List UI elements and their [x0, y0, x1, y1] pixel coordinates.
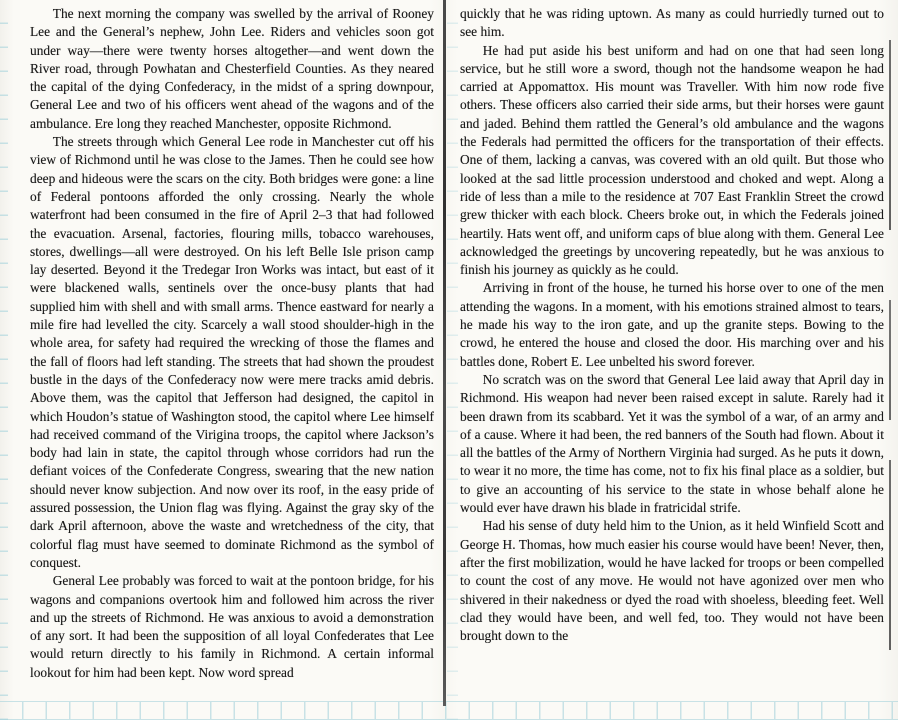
column-divider-line: [443, 0, 446, 706]
paragraph: General Lee probably was forced to wait at the pontoon bridge, for his wagons and companions overtook him and followed him across the river and up the streets of Richmond. He was anxious to avoid a demonstration of any sort. It had been the supposition of all loyal Confederates that Lee would return directly to his family in Richmond. A certain informal lookout for him had been kept. Now word spread: [30, 573, 434, 680]
paragraph: quickly that he was riding uptown. As many as could hurriedly turned out to see him.: [460, 6, 884, 40]
paragraph: The streets through which General Lee rode in Manchester cut off his view of Richmond until he was close to the James. Then he could see how deep and hideous were the scars on the city. Both bridges were gone: a line of Federal pontoons afforded the only crossing. Nearly the whole waterfront had been consumed in the fire of April 2–3 that had followed the evacuation. Arsenal, factories, flouring mills, tobacco warehouses, stores, dwellings—all were destroyed. On his left Belle Isle prison camp lay deserted. Beyond it the Tredegar Iron Works was intact, but east of it were blackened walls, sentinels over the once-busy plants that had supplied him with shell and with small arms. Thence eastward for nearly a mile fire had levelled the city. Scarcely a wall stood shoulder-high in the whole area, for safety had required the wrecking of those the flames and the fall of floors had left standing. The streets that had shown the proudest bustle in the days of the Confederacy now were mere tracks amid debris. Above them, was the capitol that Jefferson had designed, the capitol in which Houdon’s statue of Washington stood, the capitol where Lee himself had received command of the Virigina troops, the capitol where Jackson’s body had lain in state, the capitol through whose corridors had run the defiant voices of the Confederate Congress, swearing that the new nation should never know subjection. And now over its roof, in the easy pride of assured possession, the Union flag was flying. Against the gray sky of the dark April afternoon, above the waste and wretchedness of the city, that colorful flag must have seemed to dominate Richmond as the symbol of conquest.: [30, 134, 434, 570]
graph-paper-ruling-gutter: [447, 0, 458, 720]
paragraph: No scratch was on the sword that General Lee laid away that April day in Richmond. His weapon had never been raised except in salute. Rarely had it been drawn from its scabbard. Yet it was the symbol of a war, of an army and of a cause. Where it had been, the red banners of the South had flown. About it all the battles of the Army of Northern Virginia had surged. As he puts it down, to wear it no more, the time has come, not to fix his final place as a soldier, but to give an accounting of his service to the state in whose behalf alone he would ever have drawn his blade in fratricidal strife.: [460, 371, 884, 516]
paragraph: Arriving in front of the house, he turned his horse over to one of the men attending the wagons. In a moment, with his emotions strained almost to tears, he made his way to the iron gate, and up the granite steps. Bowing to the crowd, he entered the house and closed the door. His marching over and his battles done, Robert E. Lee unbelted his sword forever.: [460, 280, 884, 369]
graph-paper-ruling-bottom: [0, 701, 898, 720]
left-column: [30, 5, 434, 682]
right-column: [460, 5, 884, 645]
paragraph: The next morning the company was swelled by the arrival of Rooney Lee and the General’s nephew, John Lee. Riders and vehicles soon got under way—there were twenty horses altogether—and went down the River road, through Powhatan and Chesterfield Counties. As they neared the capital of the dying Confederacy, in the midst of a spring downpour, General Lee and two of his officers went ahead of the wagons and of the ambulance. Ere long they reached Manchester, opposite Richmond.: [30, 6, 434, 131]
paragraph: Had his sense of duty held him to the Union, as it held Winfield Scott and George H. Thomas, how much easier his course would have been! Never, then, after the first mobilization, would he have lacked for troops or been compelled to count the cost of any move. He would not have agonized over men who shivered in their nakedness or dyed the road with shoeless, bleeding feet. Well clad they would have been, and well fed, too. They would not have been brought down to the: [460, 518, 884, 644]
page-edge-line: [889, 0, 891, 720]
paragraph: He had put aside his best uniform and had on one that had seen long service, but he still wore a sword, though not the handsome weapon he had carried at Appomattox. His mount was Traveller. With him now rode five others. These officers also carried their side arms, but their horses were gaunt and jaded. Behind them rattled the General’s old ambulance and the wagons the Federals had permitted the officers for the transportation of their effects. One of them, lacking a canvas, was covered with an old quilt. But those who looked at the sad little procession understood and choked and wept. Along a ride of less than a mile to the residence at 707 East Franklin Street the crowd grew thicker with each block. Cheers broke out, in which the Federals joined heartily. Hats went off, and uniform caps of blue along with them. General Lee acknowledged the greetings by uncovering repeatedly, but he was anxious to finish his journey as quickly as he could.: [460, 42, 884, 278]
graph-paper-ruling-left: [0, 0, 8, 720]
